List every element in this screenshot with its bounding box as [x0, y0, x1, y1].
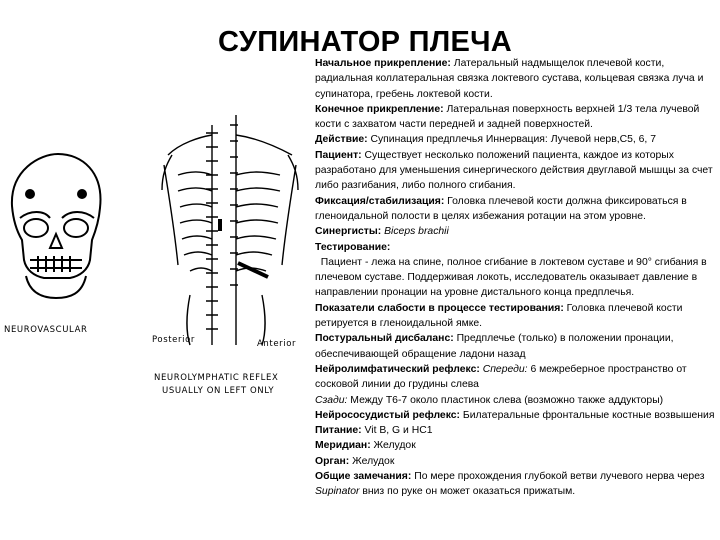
origin-text: Латеральный надмыщелок плечевой кости, радиальная коллатеральная связка локтевого сустава, кольцевая связка луча и супинатора, гребень локтевой кости.: [315, 58, 704, 100]
neurolymphatic-label: Нейролимфатический рефлекс:: [315, 363, 480, 375]
nutrition-section: [315, 423, 717, 438]
page-title: СУПИНАТОР ПЛЕЧА: [218, 26, 513, 58]
anterior-label: Anterior: [257, 339, 297, 349]
origin-section: [315, 56, 717, 102]
torso-spine-illustration: [150, 95, 310, 350]
reflex-caption-line1: NEUROLYMPHATIC REFLEX: [154, 373, 279, 383]
general-notes-text-pre: По мере прохождения глубокой ветви лучевого нерва через: [411, 471, 705, 483]
action-section: [315, 132, 717, 147]
neurovascular-point-left: [25, 189, 35, 199]
insertion-label: Конечное прикрепление:: [315, 103, 444, 115]
action-text: Супинация предплечья Иннервация: Лучевой нерв,C5, 6, 7: [367, 134, 656, 146]
neurovascular-point-right: [77, 189, 87, 199]
fixation-text: Головка плечевой кости должна фиксироваться в гленоидальной полости в целях избежания ротации на этом уровне.: [315, 195, 687, 222]
skull-caption: NEUROVASCULAR: [4, 325, 88, 335]
action-label: Действие:: [315, 134, 368, 146]
reflex-caption-line2: USUALLY ON LEFT ONLY: [162, 386, 275, 396]
organ-section: [315, 454, 717, 469]
general-notes-section: [315, 469, 717, 500]
neurolymphatic-posterior-text: Между Т6-7 около пластинок слева (возможно также аддукторы): [347, 394, 664, 406]
organ-text: Желудок: [349, 455, 395, 467]
neurovascular-text: Билатеральные фронтальные костные возвышения: [460, 409, 715, 421]
postural-text: Предплечье (только) в положении пронации, обеспечивающей обращение ладони назад: [315, 333, 674, 360]
postural-label: Постуральный дисбаланс:: [315, 333, 454, 345]
meridian-text: Желудок: [370, 440, 416, 452]
organ-label: Орган:: [315, 455, 350, 467]
neurolymphatic-section: [315, 362, 717, 393]
general-notes-muscle: Supinator: [315, 486, 360, 498]
neurovascular-section: [315, 408, 717, 423]
nutrition-label: Питание:: [315, 425, 362, 437]
general-notes-label: Общие замечания:: [315, 471, 412, 483]
postural-section: [315, 331, 717, 362]
neurolymphatic-anterior-label: Спереди:: [479, 363, 528, 375]
patient-text: Существует несколько положений пациента, каждое из которых разработано для уменьшения синергического действия двуглавой мышцы за счет либо разгибания, либо полного сгибания.: [315, 149, 713, 192]
weakness-section: [315, 301, 717, 332]
testing-description: [315, 255, 717, 301]
fixation-section: [315, 194, 717, 225]
patient-label: Пациент:: [315, 149, 362, 161]
patient-section: [315, 148, 717, 194]
synergists-section: [315, 224, 717, 239]
weakness-text: Головка плечевой кости ретируется в гленоидальной ямке.: [315, 302, 683, 330]
nutrition-text: Vit B, G и HC1: [361, 425, 433, 437]
insertion-section: [315, 102, 717, 133]
testing-section: [315, 240, 717, 255]
posterior-label: Posterior: [152, 335, 195, 345]
insertion-text: Латеральная поверхность верхней 1/3 тела лучевой кости с захватом части передней и задней поверхностей.: [315, 103, 700, 131]
origin-label: Начальное прикрепление:: [315, 58, 451, 69]
synergists-label: Синергисты:: [315, 226, 382, 238]
meridian-section: [315, 438, 717, 453]
skull-illustration: [0, 148, 112, 318]
testing-text: Пациент - лежа на спине, полное сгибание в локтевом суставе и 90° сгибания в плечевом суставе. Поддерживая локоть, исследователь оказывает давление в направлении пронации на уровне дистального конца предплечья.: [315, 256, 710, 299]
neurolymphatic-anterior-text: 6 межреберное пространство от сосковой линии до грудины слева: [315, 363, 687, 391]
muscle-description: [315, 56, 717, 500]
neurolymphatic-posterior-label: Сзади:: [315, 394, 348, 406]
testing-label: Тестирование:: [315, 241, 391, 253]
weakness-label: Показатели слабости в процессе тестирования:: [315, 302, 564, 314]
general-notes-text: вниз по руке он может оказаться прижатым.: [359, 486, 576, 498]
neurovascular-label: Нейрососудистый рефлекс:: [315, 409, 461, 421]
meridian-label: Меридиан:: [315, 440, 371, 452]
neurolymphatic-posterior: [315, 393, 717, 408]
synergists-text: Biceps brachii: [381, 226, 449, 238]
fixation-label: Фиксация/стабилизация:: [315, 195, 445, 207]
